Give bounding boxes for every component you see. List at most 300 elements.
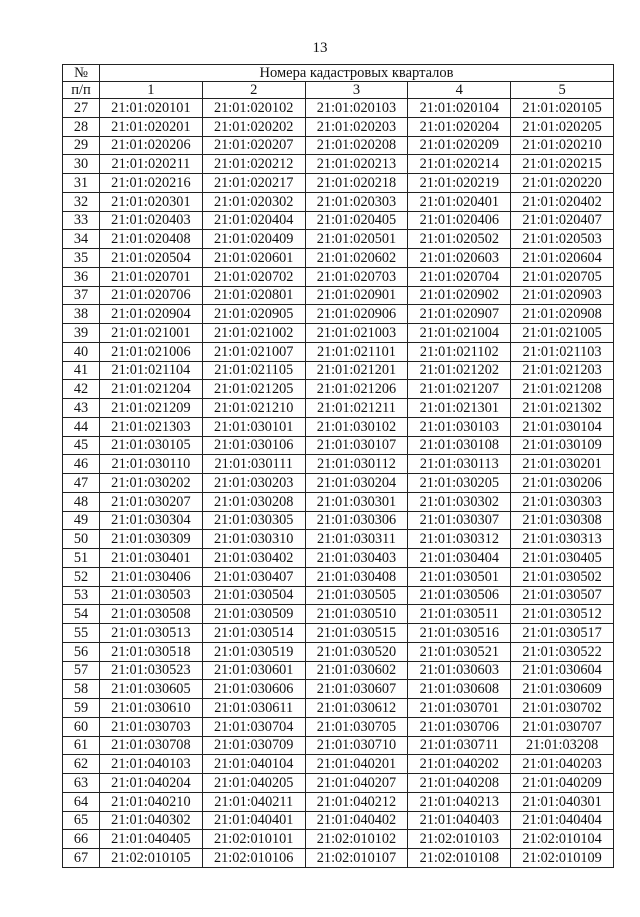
cadastral-number-cell: 21:01:020213 xyxy=(305,155,408,174)
cadastral-number-cell: 21:01:030512 xyxy=(511,605,614,624)
cadastral-number-cell: 21:01:020210 xyxy=(511,136,614,155)
row-number-cell: 47 xyxy=(63,474,100,493)
cadastral-number-cell: 21:01:030504 xyxy=(202,586,305,605)
table-row xyxy=(63,417,614,436)
cadastral-number-cell: 21:01:021208 xyxy=(511,380,614,399)
cadastral-number-cell: 21:01:020211 xyxy=(100,155,203,174)
cadastral-number-cell: 21:01:020206 xyxy=(100,136,203,155)
cadastral-number-cell: 21:02:010106 xyxy=(202,849,305,868)
table-row xyxy=(63,736,614,755)
cadastral-number-cell: 21:01:021003 xyxy=(305,324,408,343)
cadastral-number-cell: 21:01:030310 xyxy=(202,530,305,549)
table-row xyxy=(63,99,614,118)
cadastral-number-cell: 21:01:020402 xyxy=(511,192,614,211)
cadastral-number-cell: 21:01:020404 xyxy=(202,211,305,230)
cadastral-number-cell: 21:01:040405 xyxy=(100,830,203,849)
table-row xyxy=(63,249,614,268)
cadastral-number-cell: 21:01:021006 xyxy=(100,342,203,361)
cadastral-number-cell: 21:01:020202 xyxy=(202,117,305,136)
row-number-cell: 54 xyxy=(63,605,100,624)
cadastral-number-cell: 21:01:030705 xyxy=(305,717,408,736)
cadastral-number-cell: 21:01:040213 xyxy=(408,792,511,811)
table-row xyxy=(63,436,614,455)
cadastral-number-cell: 21:01:030309 xyxy=(100,530,203,549)
cadastral-number-cell: 21:01:030305 xyxy=(202,511,305,530)
cadastral-number-cell: 21:01:021002 xyxy=(202,324,305,343)
row-number-cell: 61 xyxy=(63,736,100,755)
column-header-2: 2 xyxy=(202,82,305,99)
cadastral-number-cell: 21:01:020706 xyxy=(100,286,203,305)
cadastral-number-cell: 21:01:020501 xyxy=(305,230,408,249)
table-row xyxy=(63,605,614,624)
cadastral-number-cell: 21:01:030302 xyxy=(408,492,511,511)
cadastral-number-cell: 21:01:030522 xyxy=(511,642,614,661)
cadastral-number-cell: 21:01:020207 xyxy=(202,136,305,155)
table-row xyxy=(63,586,614,605)
row-number-cell: 50 xyxy=(63,530,100,549)
cadastral-number-cell: 21:01:030313 xyxy=(511,530,614,549)
cadastral-number-cell: 21:02:010104 xyxy=(511,830,614,849)
cadastral-number-cell: 21:01:030703 xyxy=(100,717,203,736)
cadastral-number-cell: 21:01:030503 xyxy=(100,586,203,605)
table-row xyxy=(63,286,614,305)
cadastral-number-cell: 21:01:021001 xyxy=(100,324,203,343)
cadastral-number-cell: 21:01:030604 xyxy=(511,661,614,680)
row-number-cell: 46 xyxy=(63,455,100,474)
row-number-cell: 42 xyxy=(63,380,100,399)
cadastral-number-cell: 21:02:010108 xyxy=(408,849,511,868)
cadastral-number-cell: 21:01:021206 xyxy=(305,380,408,399)
cadastral-number-cell: 21:01:020901 xyxy=(305,286,408,305)
cadastral-number-cell: 21:01:020302 xyxy=(202,192,305,211)
number-column-header: № xyxy=(63,65,100,82)
cadastral-number-cell: 21:01:020102 xyxy=(202,99,305,118)
cadastral-number-cell: 21:01:030603 xyxy=(408,661,511,680)
cadastral-number-cell: 21:01:020504 xyxy=(100,249,203,268)
cadastral-number-cell: 21:02:010109 xyxy=(511,849,614,868)
cadastral-number-cell: 21:01:030105 xyxy=(100,436,203,455)
cadastral-number-cell: 21:01:040209 xyxy=(511,774,614,793)
cadastral-number-cell: 21:01:020407 xyxy=(511,211,614,230)
table-row xyxy=(63,399,614,418)
table-row xyxy=(63,699,614,718)
cadastral-number-cell: 21:01:030518 xyxy=(100,642,203,661)
table-row xyxy=(63,811,614,830)
row-number-cell: 55 xyxy=(63,624,100,643)
cadastral-number-cell: 21:01:040204 xyxy=(100,774,203,793)
row-number-cell: 33 xyxy=(63,211,100,230)
cadastral-number-cell: 21:01:030711 xyxy=(408,736,511,755)
cadastral-number-cell: 21:01:030103 xyxy=(408,417,511,436)
cadastral-number-cell: 21:01:021211 xyxy=(305,399,408,418)
table-row xyxy=(63,455,614,474)
table-row xyxy=(63,774,614,793)
cadastral-number-cell: 21:01:020105 xyxy=(511,99,614,118)
cadastral-number-cell: 21:01:040401 xyxy=(202,811,305,830)
cadastral-number-cell: 21:01:020907 xyxy=(408,305,511,324)
cadastral-number-cell: 21:01:040211 xyxy=(202,792,305,811)
number-column-subheader: п/п xyxy=(63,82,100,99)
cadastral-number-cell: 21:01:030112 xyxy=(305,455,408,474)
cadastral-number-cell: 21:01:030704 xyxy=(202,717,305,736)
row-number-cell: 30 xyxy=(63,155,100,174)
cadastral-number-cell: 21:01:030605 xyxy=(100,680,203,699)
table-row xyxy=(63,211,614,230)
cadastral-number-cell: 21:01:021205 xyxy=(202,380,305,399)
row-number-cell: 53 xyxy=(63,586,100,605)
cadastral-number-cell: 21:01:030405 xyxy=(511,549,614,568)
cadastral-number-cell: 21:01:040205 xyxy=(202,774,305,793)
cadastral-number-cell: 21:01:021101 xyxy=(305,342,408,361)
row-number-cell: 58 xyxy=(63,680,100,699)
row-number-cell: 39 xyxy=(63,324,100,343)
cadastral-number-cell: 21:01:040202 xyxy=(408,755,511,774)
cadastral-number-cell: 21:01:030408 xyxy=(305,567,408,586)
row-number-cell: 35 xyxy=(63,249,100,268)
cadastral-number-cell: 21:01:030111 xyxy=(202,455,305,474)
cadastral-number-cell: 21:01:020502 xyxy=(408,230,511,249)
cadastral-number-cell: 21:01:030516 xyxy=(408,624,511,643)
cadastral-number-cell: 21:01:030710 xyxy=(305,736,408,755)
cadastral-number-cell: 21:01:030401 xyxy=(100,549,203,568)
cadastral-number-cell: 21:01:030402 xyxy=(202,549,305,568)
cadastral-number-cell: 21:01:030602 xyxy=(305,661,408,680)
cadastral-number-cell: 21:01:030519 xyxy=(202,642,305,661)
cadastral-number-cell: 21:01:020401 xyxy=(408,192,511,211)
table-row xyxy=(63,117,614,136)
cadastral-number-cell: 21:01:020215 xyxy=(511,155,614,174)
table-row xyxy=(63,324,614,343)
cadastral-number-cell: 21:02:010103 xyxy=(408,830,511,849)
cadastral-number-cell: 21:01:021210 xyxy=(202,399,305,418)
cadastral-number-cell: 21:01:020303 xyxy=(305,192,408,211)
cadastral-number-cell: 21:01:030612 xyxy=(305,699,408,718)
group-title-header: Номера кадастровых кварталов xyxy=(100,65,614,82)
cadastral-number-cell: 21:01:021202 xyxy=(408,361,511,380)
cadastral-number-cell: 21:02:010105 xyxy=(100,849,203,868)
column-header-1: 1 xyxy=(100,82,203,99)
cadastral-number-cell: 21:01:021104 xyxy=(100,361,203,380)
cadastral-number-cell: 21:01:021209 xyxy=(100,399,203,418)
cadastral-number-cell: 21:01:021105 xyxy=(202,361,305,380)
cadastral-number-cell: 21:01:030707 xyxy=(511,717,614,736)
cadastral-number-cell: 21:01:020208 xyxy=(305,136,408,155)
cadastral-number-cell: 21:01:030514 xyxy=(202,624,305,643)
table-row xyxy=(63,642,614,661)
row-number-cell: 34 xyxy=(63,230,100,249)
cadastral-number-cell: 21:01:020219 xyxy=(408,174,511,193)
cadastral-number-cell: 21:01:030101 xyxy=(202,417,305,436)
cadastral-number-cell: 21:01:030202 xyxy=(100,474,203,493)
page-number: 13 xyxy=(312,40,328,56)
cadastral-number-cell: 21:01:020214 xyxy=(408,155,511,174)
cadastral-number-cell: 21:01:020212 xyxy=(202,155,305,174)
table-row xyxy=(63,492,614,511)
cadastral-number-cell: 21:01:020205 xyxy=(511,117,614,136)
table-body xyxy=(63,99,614,868)
cadastral-number-cell: 21:01:040404 xyxy=(511,811,614,830)
cadastral-number-cell: 21:01:021303 xyxy=(100,417,203,436)
cadastral-number-cell: 21:01:030206 xyxy=(511,474,614,493)
cadastral-number-cell: 21:01:030201 xyxy=(511,455,614,474)
row-number-cell: 41 xyxy=(63,361,100,380)
table-header xyxy=(63,65,614,99)
cadastral-number-cell: 21:01:021007 xyxy=(202,342,305,361)
table-row xyxy=(63,680,614,699)
cadastral-number-cell: 21:01:030307 xyxy=(408,511,511,530)
cadastral-number-cell: 21:01:030311 xyxy=(305,530,408,549)
table-row xyxy=(63,305,614,324)
cadastral-number-cell: 21:01:020601 xyxy=(202,249,305,268)
cadastral-number-cell: 21:01:020801 xyxy=(202,286,305,305)
cadastral-number-cell: 21:01:030207 xyxy=(100,492,203,511)
cadastral-number-cell: 21:01:030102 xyxy=(305,417,408,436)
cadastral-number-cell: 21:01:020201 xyxy=(100,117,203,136)
cadastral-number-cell: 21:01:020408 xyxy=(100,230,203,249)
cadastral-number-cell: 21:01:030306 xyxy=(305,511,408,530)
cadastral-number-cell: 21:01:020602 xyxy=(305,249,408,268)
table-row xyxy=(63,474,614,493)
cadastral-number-cell: 21:01:030304 xyxy=(100,511,203,530)
cadastral-number-cell: 21:01:030312 xyxy=(408,530,511,549)
cadastral-number-cell: 21:01:020216 xyxy=(100,174,203,193)
cadastral-number-cell: 21:01:030501 xyxy=(408,567,511,586)
cadastral-number-cell: 21:01:030517 xyxy=(511,624,614,643)
cadastral-number-cell: 21:01:021004 xyxy=(408,324,511,343)
cadastral-number-cell: 21:01:040203 xyxy=(511,755,614,774)
cadastral-number-cell: 21:01:021005 xyxy=(511,324,614,343)
row-number-cell: 36 xyxy=(63,267,100,286)
cadastral-number-cell: 21:01:030110 xyxy=(100,455,203,474)
row-number-cell: 28 xyxy=(63,117,100,136)
table-row xyxy=(63,342,614,361)
cadastral-number-cell: 21:01:021301 xyxy=(408,399,511,418)
cadastral-number-cell: 21:01:030513 xyxy=(100,624,203,643)
cadastral-number-cell: 21:01:020405 xyxy=(305,211,408,230)
cadastral-number-cell: 21:01:030601 xyxy=(202,661,305,680)
cadastral-number-cell: 21:01:021102 xyxy=(408,342,511,361)
table-row xyxy=(63,830,614,849)
cadastral-number-cell: 21:01:020702 xyxy=(202,267,305,286)
cadastral-number-cell: 21:01:030106 xyxy=(202,436,305,455)
cadastral-number-cell: 21:01:020906 xyxy=(305,305,408,324)
cadastral-number-cell: 21:01:030706 xyxy=(408,717,511,736)
cadastral-quarters-table xyxy=(62,64,614,868)
row-number-cell: 48 xyxy=(63,492,100,511)
row-number-cell: 52 xyxy=(63,567,100,586)
cadastral-number-cell: 21:01:030404 xyxy=(408,549,511,568)
cadastral-number-cell: 21:01:030708 xyxy=(100,736,203,755)
cadastral-number-cell: 21:01:030508 xyxy=(100,605,203,624)
cadastral-number-cell: 21:01:040207 xyxy=(305,774,408,793)
table-row xyxy=(63,511,614,530)
cadastral-number-cell: 21:01:040302 xyxy=(100,811,203,830)
table-row xyxy=(63,361,614,380)
cadastral-number-cell: 21:01:021302 xyxy=(511,399,614,418)
row-number-cell: 27 xyxy=(63,99,100,118)
row-number-cell: 63 xyxy=(63,774,100,793)
table-row xyxy=(63,755,614,774)
row-number-cell: 66 xyxy=(63,830,100,849)
row-number-cell: 60 xyxy=(63,717,100,736)
cadastral-number-cell: 21:01:020218 xyxy=(305,174,408,193)
cadastral-number-cell: 21:01:020104 xyxy=(408,99,511,118)
cadastral-number-cell: 21:01:030606 xyxy=(202,680,305,699)
cadastral-number-cell: 21:01:030407 xyxy=(202,567,305,586)
table-row xyxy=(63,717,614,736)
table-row xyxy=(63,661,614,680)
cadastral-number-cell: 21:01:030701 xyxy=(408,699,511,718)
cadastral-number-cell: 21:01:040210 xyxy=(100,792,203,811)
row-number-cell: 64 xyxy=(63,792,100,811)
table-row xyxy=(63,230,614,249)
header-row-bottom xyxy=(63,82,614,99)
cadastral-number-cell: 21:01:030611 xyxy=(202,699,305,718)
row-number-cell: 51 xyxy=(63,549,100,568)
cadastral-number-cell: 21:01:020204 xyxy=(408,117,511,136)
table-row xyxy=(63,849,614,868)
cadastral-number-cell: 21:01:030403 xyxy=(305,549,408,568)
cadastral-number-cell: 21:01:021201 xyxy=(305,361,408,380)
table-row xyxy=(63,792,614,811)
cadastral-number-cell: 21:01:020603 xyxy=(408,249,511,268)
cadastral-number-cell: 21:01:020203 xyxy=(305,117,408,136)
cadastral-number-cell: 21:01:030108 xyxy=(408,436,511,455)
table-row xyxy=(63,155,614,174)
cadastral-number-cell: 21:01:030502 xyxy=(511,567,614,586)
table-row xyxy=(63,567,614,586)
cadastral-number-cell: 21:01:020103 xyxy=(305,99,408,118)
cadastral-number-cell: 21:01:040104 xyxy=(202,755,305,774)
row-number-cell: 59 xyxy=(63,699,100,718)
row-number-cell: 38 xyxy=(63,305,100,324)
cadastral-number-cell: 21:01:030505 xyxy=(305,586,408,605)
cadastral-number-cell: 21:01:030607 xyxy=(305,680,408,699)
cadastral-number-cell: 21:01:030521 xyxy=(408,642,511,661)
cadastral-number-cell: 21:01:030204 xyxy=(305,474,408,493)
row-number-cell: 67 xyxy=(63,849,100,868)
row-number-cell: 32 xyxy=(63,192,100,211)
table-row xyxy=(63,549,614,568)
row-number-cell: 40 xyxy=(63,342,100,361)
cadastral-number-cell: 21:01:020703 xyxy=(305,267,408,286)
cadastral-number-cell: 21:01:030303 xyxy=(511,492,614,511)
cadastral-number-cell: 21:01:021103 xyxy=(511,342,614,361)
cadastral-number-cell: 21:01:021204 xyxy=(100,380,203,399)
header-row-top xyxy=(63,65,614,82)
cadastral-number-cell: 21:01:040403 xyxy=(408,811,511,830)
cadastral-number-cell: 21:01:020220 xyxy=(511,174,614,193)
cadastral-number-cell: 21:01:020902 xyxy=(408,286,511,305)
cadastral-number-cell: 21:01:030203 xyxy=(202,474,305,493)
row-number-cell: 45 xyxy=(63,436,100,455)
cadastral-number-cell: 21:01:020908 xyxy=(511,305,614,324)
cadastral-number-cell: 21:01:030113 xyxy=(408,455,511,474)
row-number-cell: 56 xyxy=(63,642,100,661)
cadastral-number-cell: 21:01:030301 xyxy=(305,492,408,511)
cadastral-number-cell: 21:02:010107 xyxy=(305,849,408,868)
cadastral-number-cell: 21:01:030205 xyxy=(408,474,511,493)
cadastral-number-cell: 21:01:020403 xyxy=(100,211,203,230)
table-row xyxy=(63,380,614,399)
cadastral-number-cell: 21:01:021207 xyxy=(408,380,511,399)
row-number-cell: 62 xyxy=(63,755,100,774)
cadastral-number-cell: 21:01:020101 xyxy=(100,99,203,118)
cadastral-number-cell: 21:01:040208 xyxy=(408,774,511,793)
column-header-5: 5 xyxy=(511,82,614,99)
table-row xyxy=(63,267,614,286)
cadastral-number-cell: 21:01:020217 xyxy=(202,174,305,193)
cadastral-number-cell: 21:01:020904 xyxy=(100,305,203,324)
cadastral-number-cell: 21:01:030406 xyxy=(100,567,203,586)
cadastral-number-cell: 21:01:020209 xyxy=(408,136,511,155)
cadastral-number-cell: 21:01:040201 xyxy=(305,755,408,774)
cadastral-number-cell: 21:01:030511 xyxy=(408,605,511,624)
row-number-cell: 49 xyxy=(63,511,100,530)
cadastral-number-cell: 21:01:030609 xyxy=(511,680,614,699)
cadastral-number-cell: 21:01:030709 xyxy=(202,736,305,755)
cadastral-number-cell: 21:01:030523 xyxy=(100,661,203,680)
cadastral-number-cell: 21:01:030507 xyxy=(511,586,614,605)
cadastral-number-cell: 21:01:020406 xyxy=(408,211,511,230)
cadastral-number-cell: 21:01:030610 xyxy=(100,699,203,718)
row-number-cell: 37 xyxy=(63,286,100,305)
cadastral-number-cell: 21:01:030510 xyxy=(305,605,408,624)
row-number-cell: 57 xyxy=(63,661,100,680)
cadastral-number-cell: 21:01:030506 xyxy=(408,586,511,605)
table-row xyxy=(63,174,614,193)
row-number-cell: 29 xyxy=(63,136,100,155)
row-number-cell: 43 xyxy=(63,399,100,418)
cadastral-number-cell: 21:01:030109 xyxy=(511,436,614,455)
cadastral-number-cell: 21:01:020301 xyxy=(100,192,203,211)
cadastral-number-cell: 21:01:020701 xyxy=(100,267,203,286)
cadastral-number-cell: 21:01:030515 xyxy=(305,624,408,643)
row-number-cell: 44 xyxy=(63,417,100,436)
cadastral-number-cell: 21:01:030104 xyxy=(511,417,614,436)
cadastral-number-cell: 21:01:020409 xyxy=(202,230,305,249)
cadastral-number-cell: 21:01:030608 xyxy=(408,680,511,699)
row-number-cell: 31 xyxy=(63,174,100,193)
cadastral-number-cell: 21:01:020705 xyxy=(511,267,614,286)
table-row xyxy=(63,136,614,155)
column-header-4: 4 xyxy=(408,82,511,99)
cadastral-number-cell: 21:01:03208 xyxy=(511,736,614,755)
cadastral-number-cell: 21:01:030208 xyxy=(202,492,305,511)
table-row xyxy=(63,624,614,643)
cadastral-number-cell: 21:02:010101 xyxy=(202,830,305,849)
cadastral-number-cell: 21:01:021203 xyxy=(511,361,614,380)
cadastral-number-cell: 21:01:030520 xyxy=(305,642,408,661)
column-header-3: 3 xyxy=(305,82,408,99)
cadastral-number-cell: 21:01:030308 xyxy=(511,511,614,530)
cadastral-number-cell: 21:01:040103 xyxy=(100,755,203,774)
cadastral-number-cell: 21:01:020503 xyxy=(511,230,614,249)
cadastral-number-cell: 21:01:030509 xyxy=(202,605,305,624)
cadastral-number-cell: 21:01:040402 xyxy=(305,811,408,830)
cadastral-number-cell: 21:01:040301 xyxy=(511,792,614,811)
cadastral-number-cell: 21:01:020604 xyxy=(511,249,614,268)
cadastral-number-cell: 21:01:030702 xyxy=(511,699,614,718)
cadastral-number-cell: 21:01:040212 xyxy=(305,792,408,811)
cadastral-number-cell: 21:01:020905 xyxy=(202,305,305,324)
table-row xyxy=(63,192,614,211)
row-number-cell: 65 xyxy=(63,811,100,830)
cadastral-number-cell: 21:01:020903 xyxy=(511,286,614,305)
cadastral-number-cell: 21:01:020704 xyxy=(408,267,511,286)
table-row xyxy=(63,530,614,549)
cadastral-number-cell: 21:02:010102 xyxy=(305,830,408,849)
